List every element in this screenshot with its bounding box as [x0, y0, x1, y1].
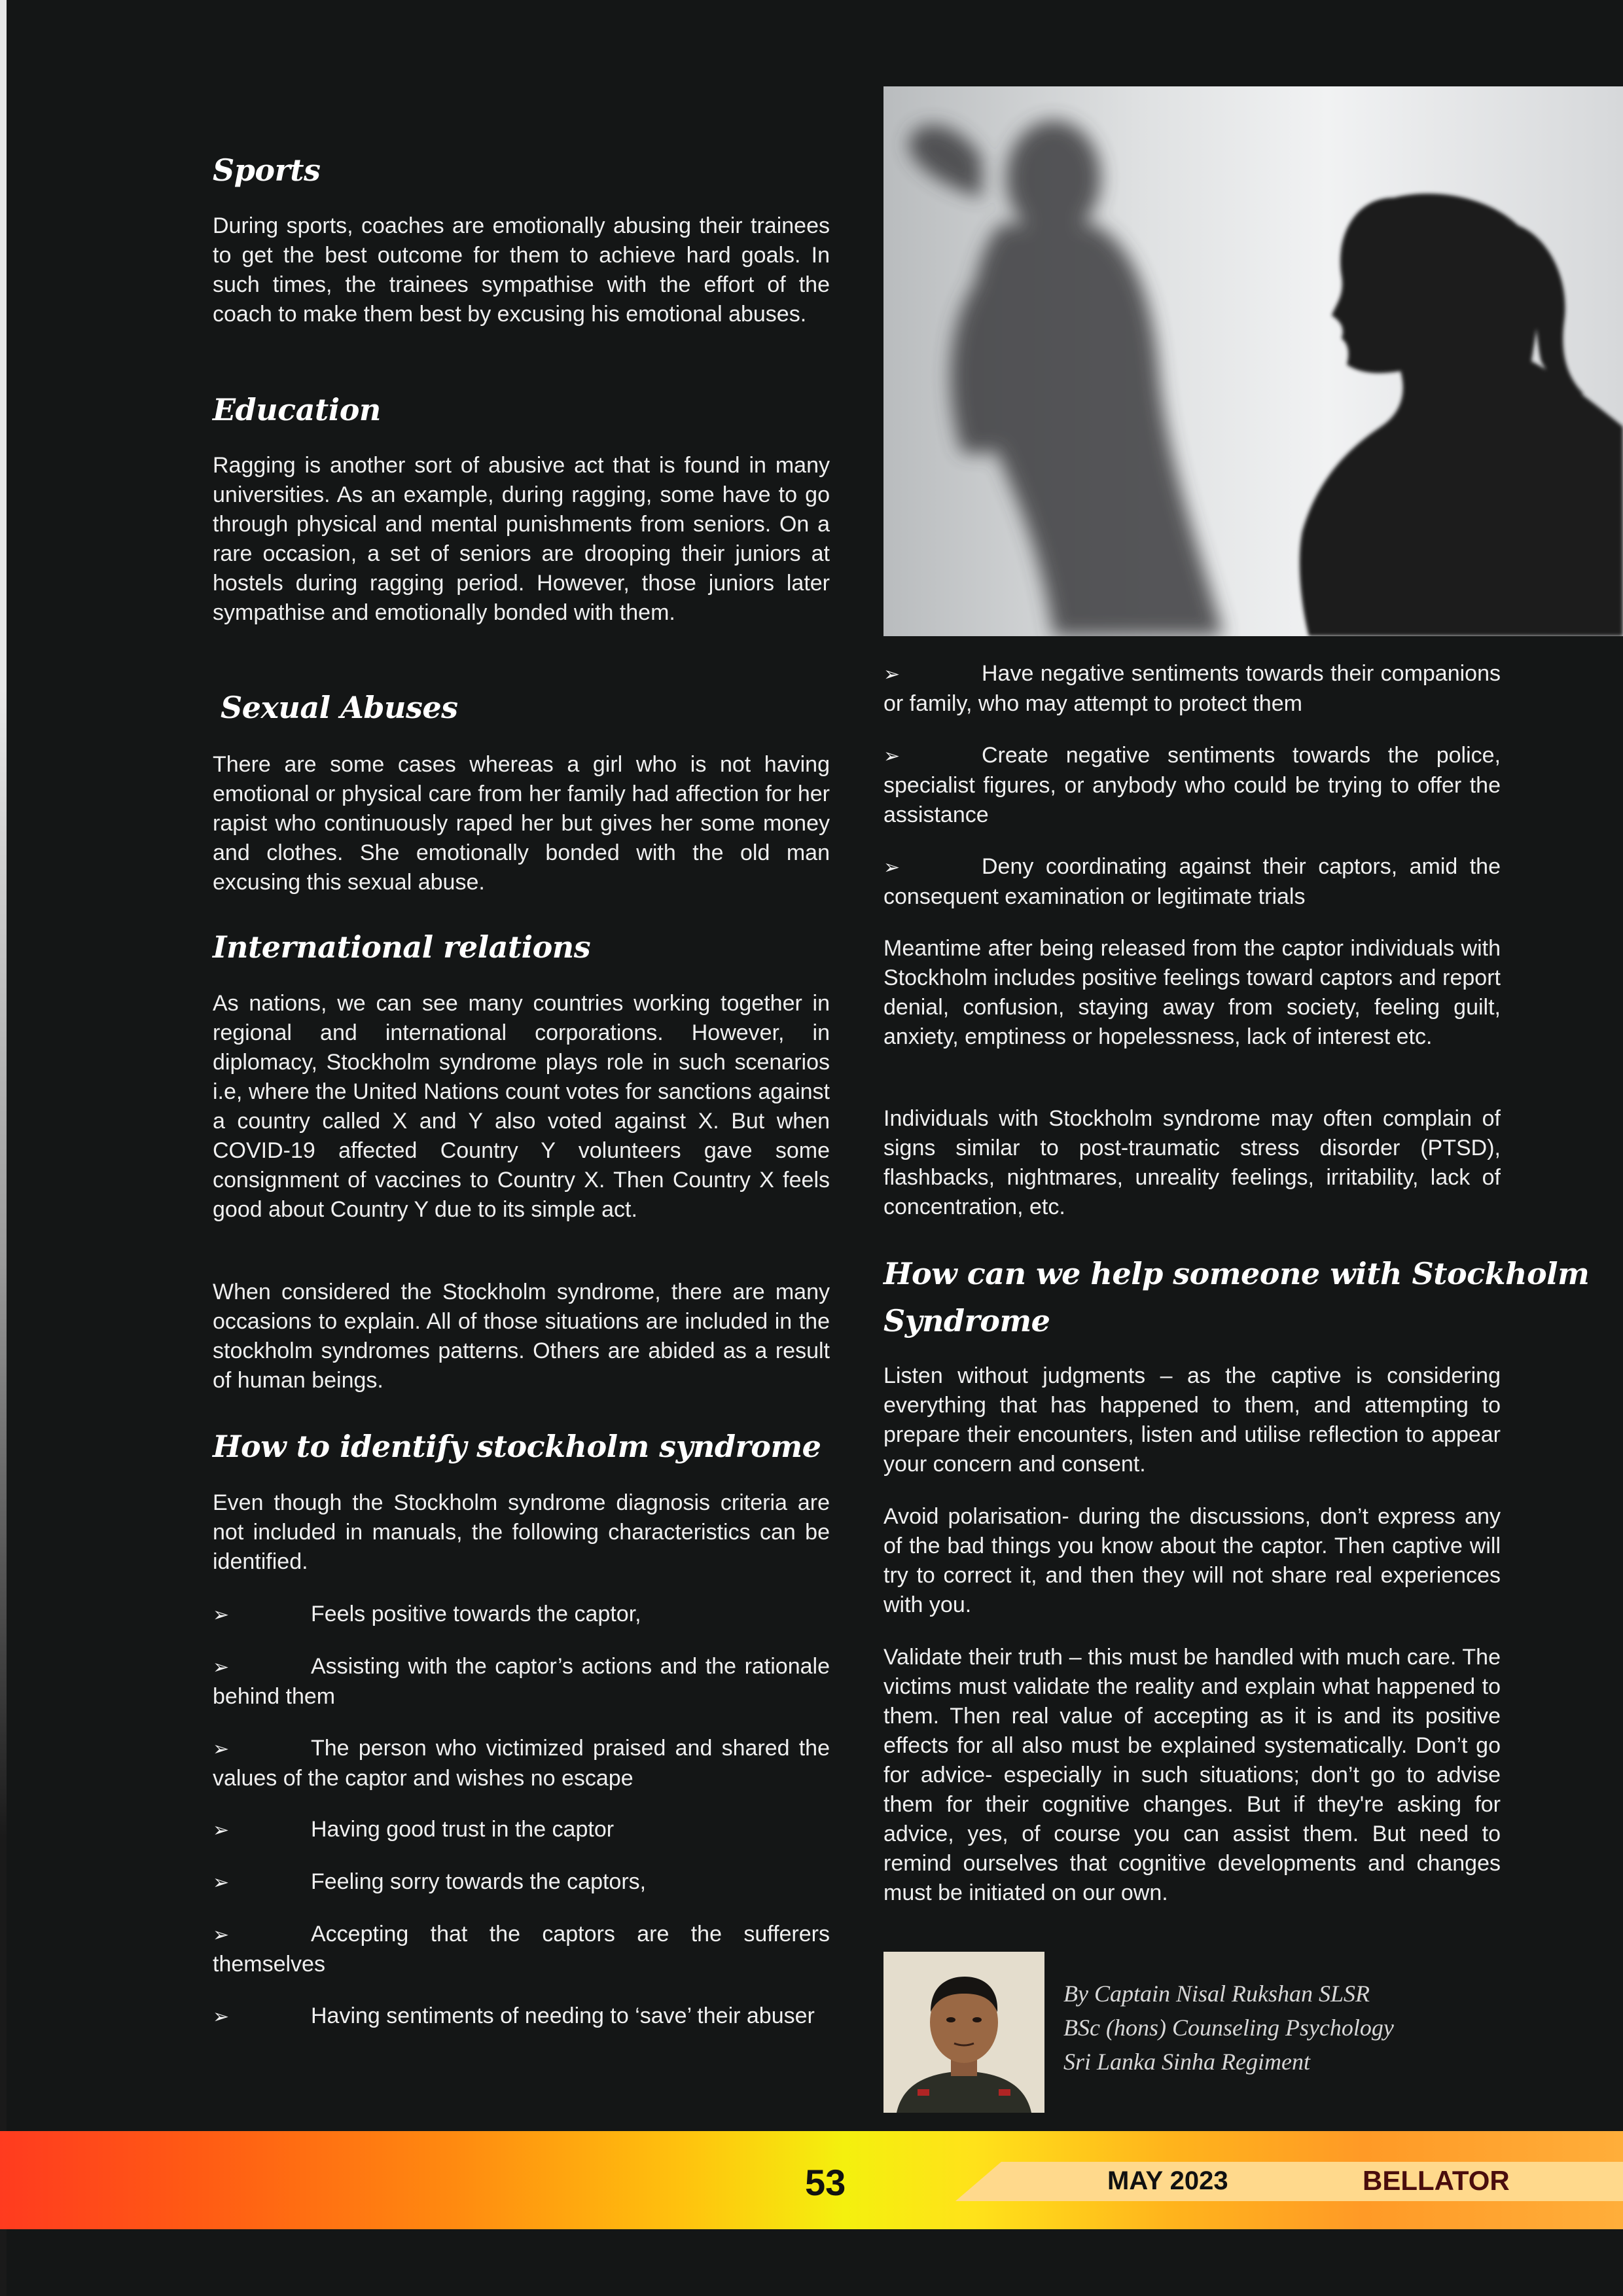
list-item: ➢ The person who victimized praised and shared the values of the captor and wishes no escape	[213, 1736, 830, 1791]
international-relations-paragraph: As nations, we can see many countries working together in regional and international corporations. However, in diplomacy, Stockholm syndrome plays role in such scenarios i.e, where the United Nations count votes for sanctions against a country called X and Y also voted against X. But when COVID-19 affected Country Y volunteers gave some consignment of vaccines to Country X. Then Country X feels good about Country Y due to its simple act.	[213, 991, 830, 1222]
individuals-paragraph: Individuals with Stockholm syndrome may often complain of signs similar to post-traumatic stress disorder (PTSD), flashbacks, nightmares, unreality feelings, irritability, lack of concentration, etc.	[883, 1106, 1501, 1219]
bullet-arrow-icon: ➢	[213, 1820, 230, 1841]
page-number: 53	[805, 2162, 846, 2203]
identify-paragraph: Even though the Stockholm syndrome diagnosis criteria are not included in manuals, the following characteristics can be identified.	[213, 1490, 830, 1574]
issue-date: MAY 2023	[1107, 2166, 1228, 2195]
bullet-arrow-icon: ➢	[883, 857, 901, 878]
help-heading-line2: Syndrome	[883, 1303, 1050, 1338]
bullet-arrow-icon: ➢	[213, 1924, 230, 1946]
education-heading: Education	[213, 392, 381, 427]
meantime-paragraph: Meantime after being released from the captor individuals with Stockholm includes positive feelings toward captors and report denial, confusion, staying away from society, feeling guilt, anxiety, emptiness or hopelessness, lack of interest etc.	[883, 936, 1501, 1049]
considered-paragraph: When considered the Stockholm syndrome, there are many occasions to explain. All of those situations are included in the stockholm syndromes patterns. Others are abided as a result of human beings.	[213, 1280, 830, 1393]
list-item: ➢ Accepting that the captors are the sufferers themselves	[213, 1922, 830, 1977]
list-item: ➢ Feeling sorry towards the captors,	[213, 1867, 830, 1897]
list-item: ➢ Having good trust in the captor	[213, 1815, 830, 1845]
bullet-arrow-icon: ➢	[213, 1872, 230, 1893]
bullet-arrow-icon: ➢	[213, 1738, 230, 1760]
list-item: ➢ Having sentiments of needing to ‘save’ their abuser	[213, 2001, 830, 2032]
list-item: ➢ Create negative sentiments towards the police, specialist figures, or anybody who could be trying to offer the assistance	[883, 743, 1501, 827]
listen-paragraph: Listen without judgments – as the captive is considering everything that has happened to them, and attempting to prepare their encounters, listen and utilise reflection to appear your concern and consent.	[883, 1363, 1501, 1477]
identify-heading: How to identify stockholm syndrome	[213, 1429, 821, 1464]
author-photo	[883, 1952, 1044, 2113]
sexual-abuses-heading: Sexual Abuses	[221, 690, 458, 725]
page-edge-shadow	[0, 0, 7, 2296]
bullet-arrow-icon: ➢	[213, 1657, 230, 1678]
list-item: ➢ Assisting with the captor’s actions and the rationale behind them	[213, 1654, 830, 1709]
hero-silhouette-image	[883, 86, 1623, 636]
international-relations-heading: International relations	[213, 929, 591, 965]
bullet-arrow-icon: ➢	[883, 745, 901, 767]
sexual-abuses-paragraph: There are some cases whereas a girl who is not having emotional or physical care from her family had affection for her rapist who continuously raped her but gives her some money and clothes. She emotionally bonded with the old man excusing this sexual abuse.	[213, 752, 830, 895]
footer-tab	[955, 2162, 1623, 2201]
sports-paragraph: During sports, coaches are emotionally abusing their trainees to get the best outcome for them to achieve hard goals. In such times, the trainees sympathise with the effort of the coach to make them best by excusing his emotional abuses.	[213, 213, 830, 327]
author-name: By Captain Nisal Rukshan SLSR	[1063, 1981, 1370, 2007]
bullet-arrow-icon: ➢	[883, 664, 901, 685]
education-paragraph: Ragging is another sort of abusive act that is found in many universities. As an example, during ragging, some have to go through physical and mental punishments from seniors. On a rare occasion, a set of seniors are drooping their juniors at hostels during ragging period. However, those juniors later sympathise and emotionally bonded with them.	[213, 453, 830, 625]
list-item: ➢ Have negative sentiments towards their companions or family, who may attempt to protect them	[883, 661, 1501, 716]
avoid-paragraph: Avoid polarisation- during the discussions, don’t express any of the bad things you know about the captor. Then captive will try to correct it, and then they will not share real experiences with you.	[883, 1504, 1501, 1617]
list-item: ➢ Feels positive towards the captor,	[213, 1600, 830, 1630]
validate-paragraph: Validate their truth – this must be handled with much care. The victims must validate the reality and explain what happened to them. Then real value of accepting as it is and its positive effects for all also must be explained systematically. Don’t go for advice- especially in such situations; don’t go to advise them for their cognitive changes. But if they're asking for advice, yes, of course you can assist them. But need to remind ourselves that cognitive developments and changes must be initiated on our own.	[883, 1645, 1501, 1905]
magazine-name: BELLATOR	[1363, 2165, 1510, 2196]
bullet-arrow-icon: ➢	[213, 1604, 230, 1626]
author-regiment: Sri Lanka Sinha Regiment	[1063, 2049, 1310, 2075]
bullet-arrow-icon: ➢	[213, 2006, 230, 2028]
list-item: ➢ Deny coordinating against their captors, amid the consequent examination or legitimate trials	[883, 854, 1501, 909]
help-heading-line1: How can we help someone with Stockholm	[883, 1256, 1590, 1291]
sports-heading: Sports	[213, 152, 321, 188]
author-degree: BSc (hons) Counseling Psychology	[1063, 2015, 1394, 2041]
